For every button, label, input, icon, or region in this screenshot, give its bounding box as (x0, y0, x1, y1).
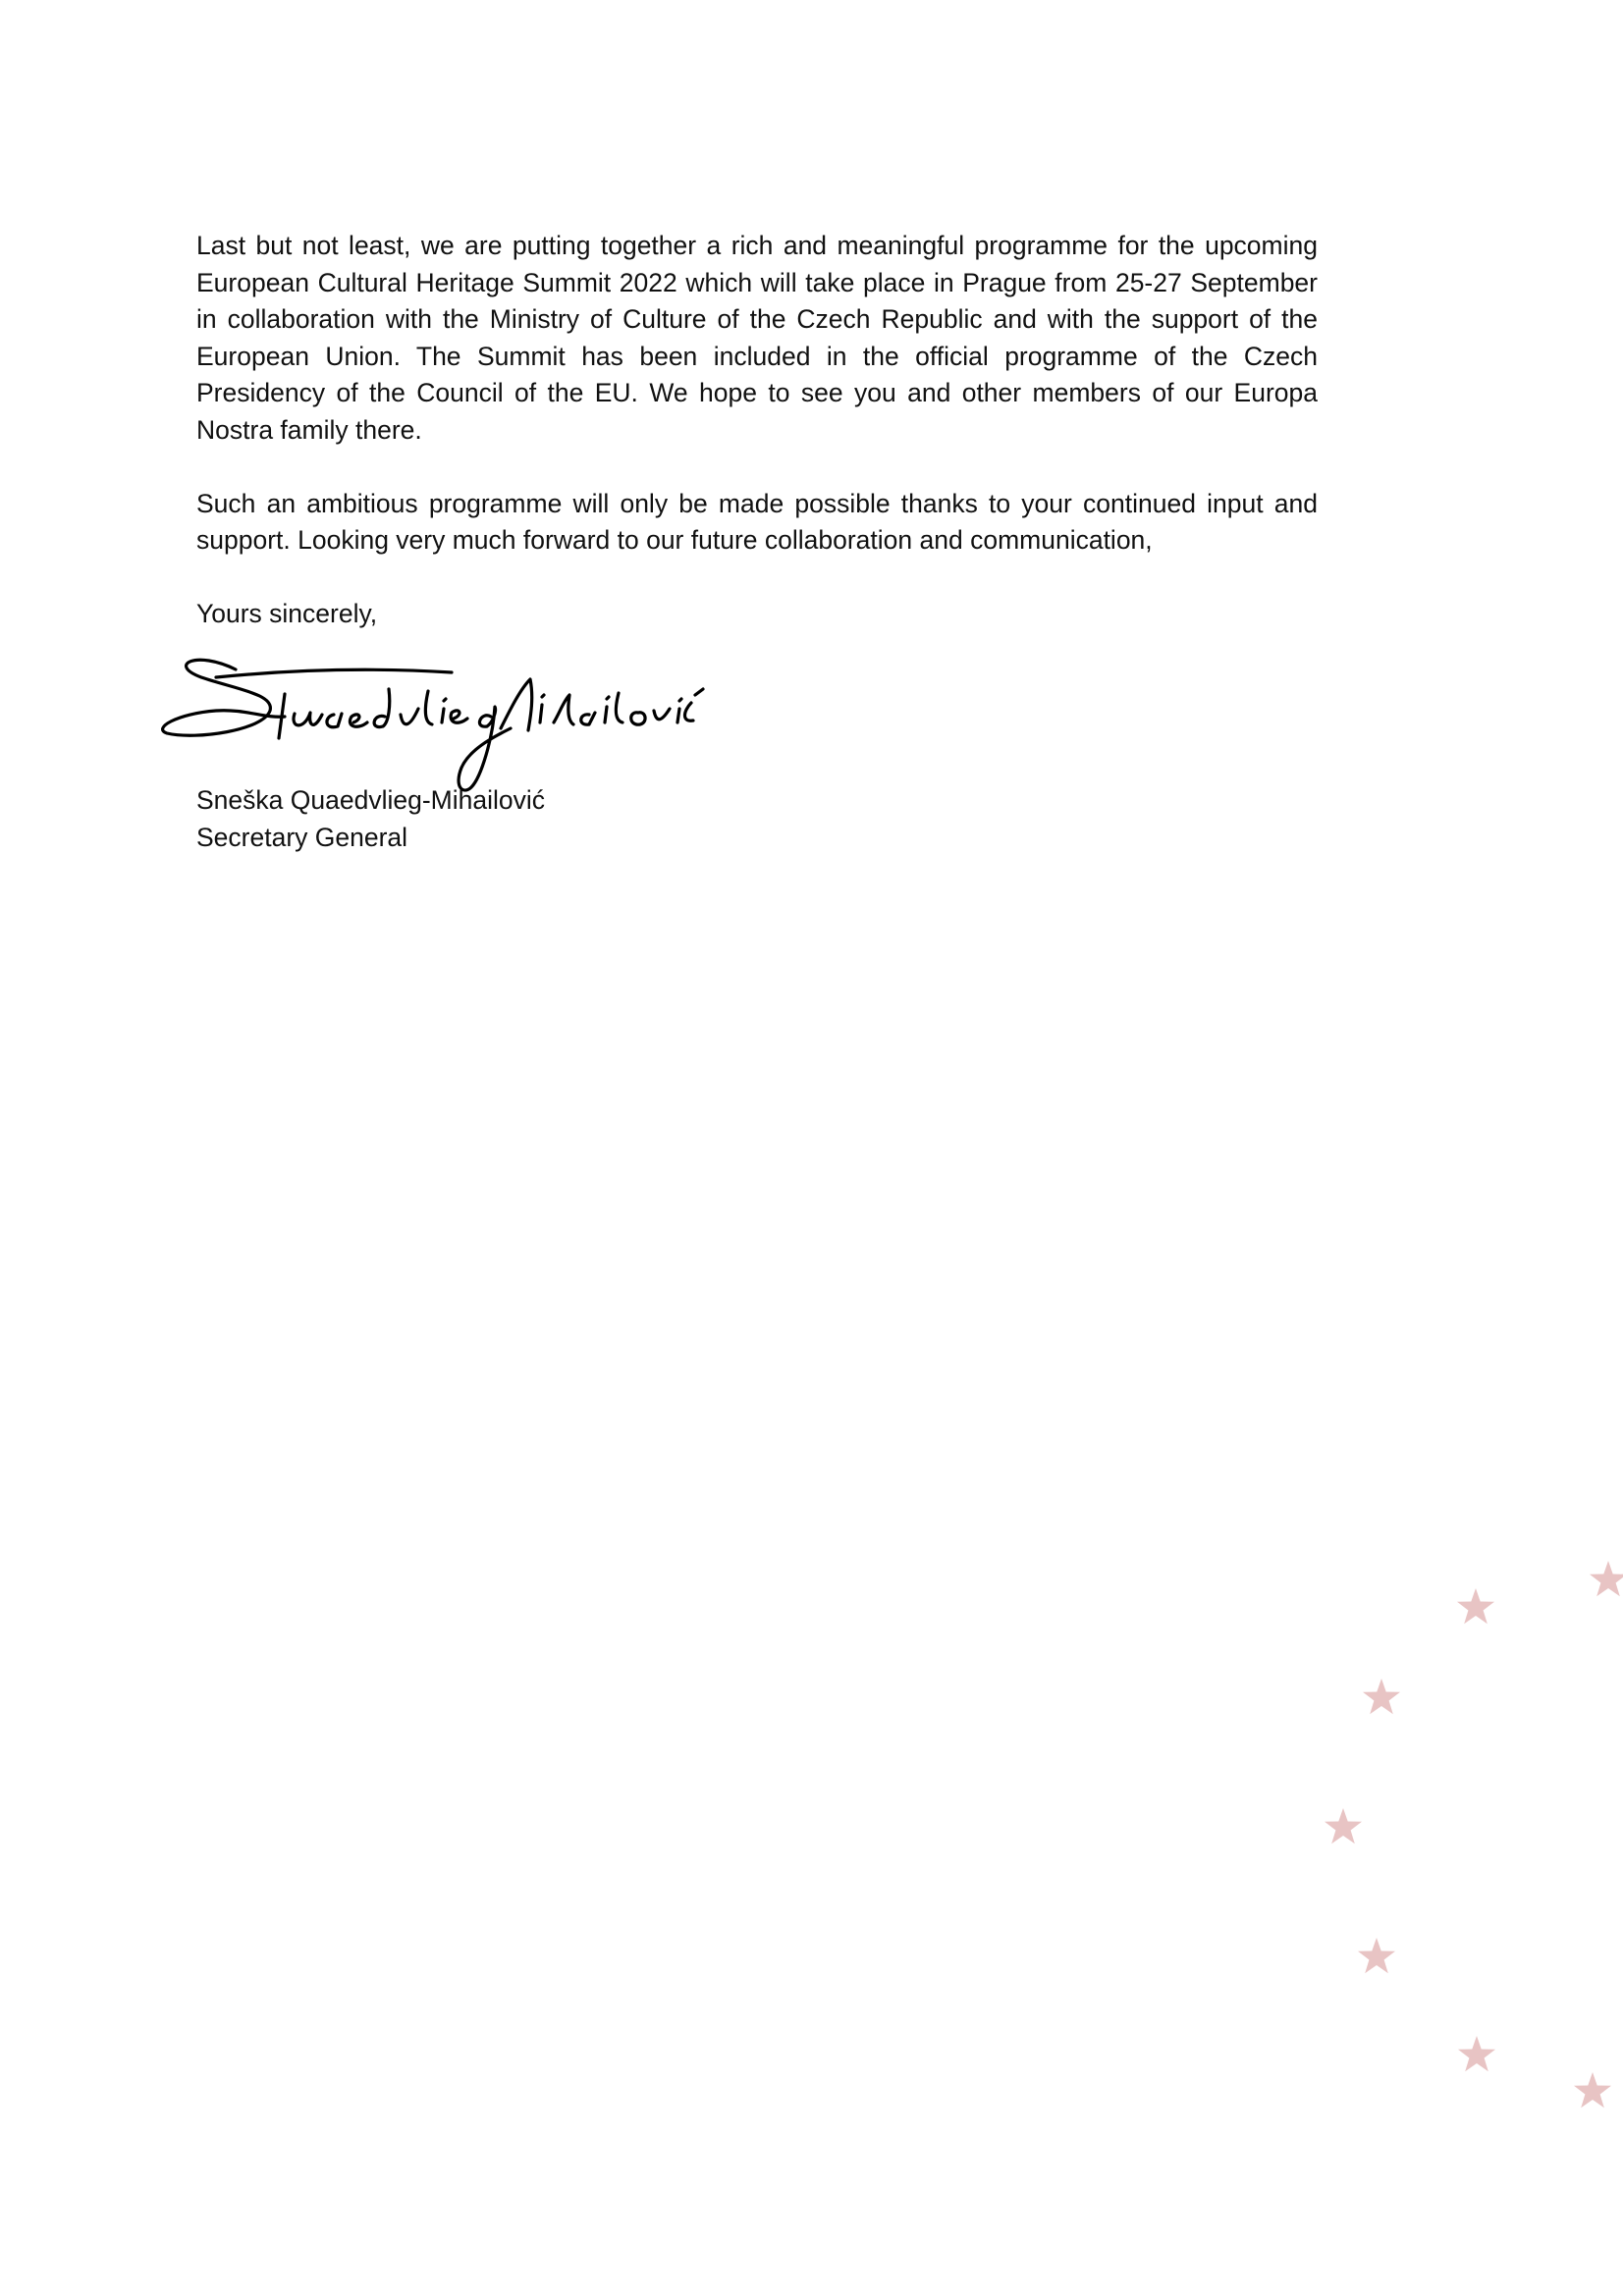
signer-title: Secretary General (196, 822, 408, 852)
paragraph-summit: Last but not least, we are putting together a rich and meaningful programme for the upcoming European Cultural Heritage Summit 2022 which will take place in Prague from 25-27 September in collaboration with the Ministry of Culture of the Czech Republic and with the support of the European Union. The Summit has been included in the official programme of the Czech Presidency of the Council of the EU. We hope to see you and other members of our Europa Nostra family there. (196, 231, 1318, 445)
star-icon (1358, 1938, 1395, 1973)
paragraph-support: Such an ambitious programme will only be made possible thanks to your continued input and support. Looking very much forward to our future collaboration and communication, (196, 488, 1318, 555)
star-icon (1325, 1808, 1362, 1843)
star-icon (1590, 1561, 1623, 1596)
star-icon (1458, 2036, 1495, 2071)
decorative-stars (1276, 1531, 1623, 2140)
letter-body (196, 228, 1318, 633)
star-icon (1457, 1588, 1494, 1624)
star-icon (1363, 1679, 1400, 1714)
star-icon (1574, 2072, 1611, 2108)
signer-block (196, 782, 545, 856)
closing-salutation: Yours sincerely, (196, 599, 378, 628)
signer-name: Sneška Quaedvlieg-Mihailović (196, 785, 545, 815)
